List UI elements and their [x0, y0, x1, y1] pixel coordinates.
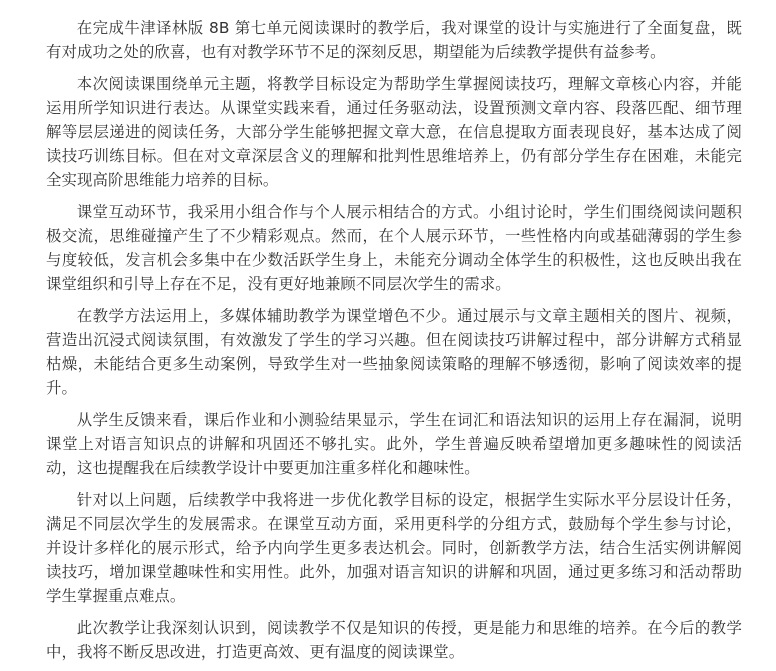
paragraph-teaching-methods: 在教学方法运用上，多媒体辅助教学为课堂增色不少。通过展示与文章主题相关的图片、视频，营造出沉浸式阅读氛围，有效激发了学生的学习兴趣。但在阅读技巧讲解过程中，部分讲解方式稍显枯燥，未能结合更多生动案例，导致学生对一些抽象阅读策略的理解不够透彻，影响了阅读效率的提升。	[46, 307, 742, 397]
paragraph-teaching-goals: 本次阅读课围绕单元主题，将教学目标设定为帮助学生掌握阅读技巧，理解文章核心内容，并能运用所学知识进行表达。从课堂实践来看，通过任务驱动法，设置预测文章内容、段落匹配、细节理解等层层递进的阅读任务，大部分学生能够把握文章大意，在信息提取方面表现良好，基本达成了阅读技巧训练目标。但在对文章深层含义的理解和批判性思维培养上，仍有部分学生存在困难，未能完全实现高阶思维能力培养的目标。	[46, 75, 742, 189]
paragraph-conclusion: 此次教学让我深刻认识到，阅读教学不仅是知识的传授，更是能力和思维的培养。在今后的教学中，我将不断反思改进，打造更高效、更有温度的阅读课堂。	[46, 619, 742, 661]
paragraph-student-feedback: 从学生反馈来看，课后作业和小测验结果显示，学生在词汇和语法知识的运用上存在漏洞，说明课堂上对语言知识点的讲解和巩固还不够扎实。此外，学生普遍反映希望增加更多趣味性的阅读活动，这也提醒我在后续教学设计中要更加注重多样化和趣味性。	[46, 411, 742, 477]
paragraph-introduction: 在完成牛津译林版 8B 第七单元阅读课时的教学后，我对课堂的设计与实施进行了全面复盘，既有对成功之处的欣喜，也有对教学环节不足的深刻反思，期望能为后续教学提供有益参考。	[46, 19, 742, 61]
paragraph-improvement-plan: 针对以上问题，后续教学中我将进一步优化教学目标的设定，根据学生实际水平分层设计任务，满足不同层次学生的发展需求。在课堂互动方面，采用更科学的分组方式，鼓励每个学生参与讨论，并设计多样化的展示形式，给予内向学生更多表达机会。同时，创新教学方法，结合生活实例讲解阅读技巧，增加课堂趣味性和实用性。此外，加强对语言知识的讲解和巩固，通过更多练习和活动帮助学生掌握重点难点。	[46, 491, 742, 605]
paragraph-classroom-interaction: 课堂互动环节，我采用小组合作与个人展示相结合的方式。小组讨论时，学生们围绕阅读问题积极交流，思维碰撞产生了不少精彩观点。然而，在个人展示环节，一些性格内向或基础薄弱的学生参与度较低，发言机会多集中在少数活跃学生身上，未能充分调动全体学生的积极性，这也反映出我在课堂组织和引导上存在不足，没有更好地兼顾不同层次学生的需求。	[46, 203, 742, 293]
